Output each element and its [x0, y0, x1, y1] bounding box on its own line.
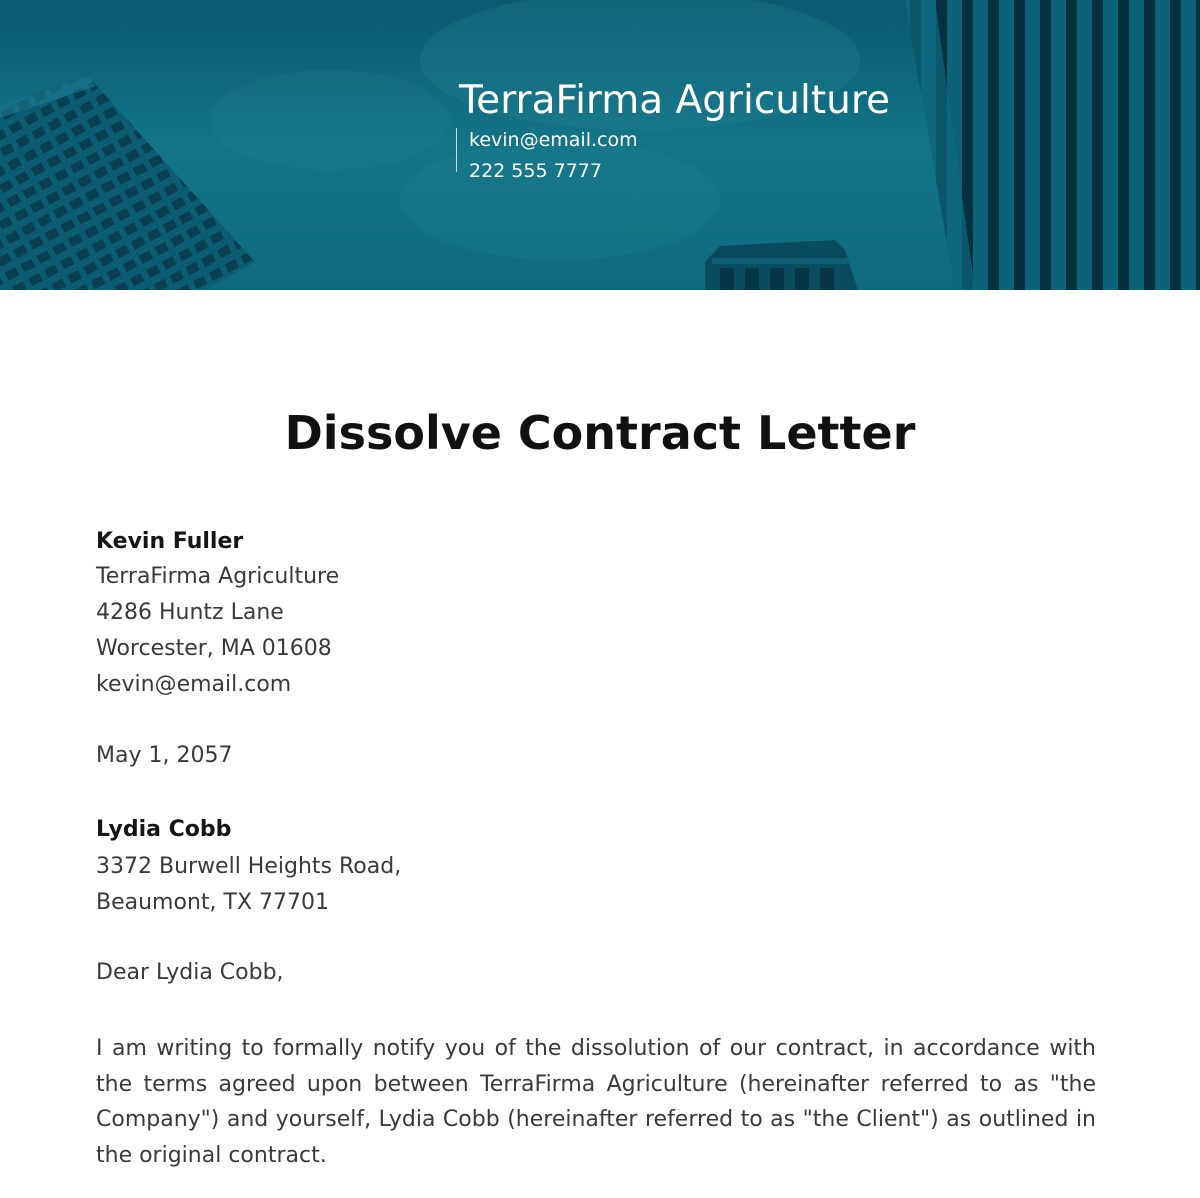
sender-address-line2: Worcester, MA 01608	[96, 636, 332, 661]
sender-email: kevin@email.com	[96, 672, 292, 697]
body-paragraph: I am writing to formally notify you of the dissolution of our contract, in accordance with the terms agreed upon between TerraFirma Agriculture (hereinafter referred to as "the Company") and yourself, Lydia Cobb (hereinafter referred to as "the Client") as outlined in the original contract.	[96, 1036, 1096, 1169]
recipient-name: Lydia Cobb	[96, 817, 232, 842]
company-name: TerraFirma Agriculture	[459, 78, 891, 123]
sender-name: Kevin Fuller	[96, 529, 244, 554]
sender-address-line1: 4286 Huntz Lane	[96, 600, 284, 625]
header-phone: 222 555 7777	[469, 160, 602, 182]
recipient-address-line2: Beaumont, TX 77701	[96, 890, 329, 915]
header-banner	[0, 0, 1200, 290]
document-title: Dissolve Contract Letter	[284, 406, 916, 460]
recipient-address-line1: 3372 Burwell Heights Road,	[96, 854, 402, 879]
salutation: Dear Lydia Cobb,	[96, 960, 284, 985]
header-email: kevin@email.com	[469, 129, 638, 151]
contact-divider	[456, 128, 457, 172]
sender-company: TerraFirma Agriculture	[96, 564, 340, 589]
letter-date: May 1, 2057	[96, 743, 233, 768]
